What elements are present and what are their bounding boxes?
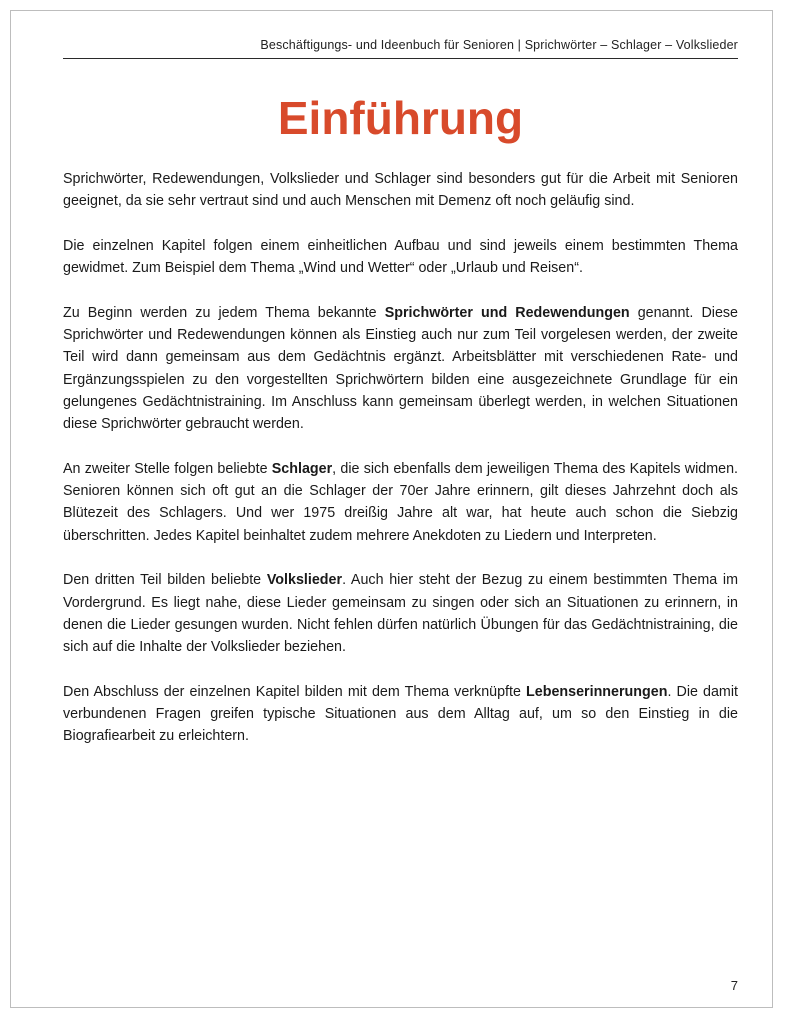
paragraph-text: . Auch hier steht der Bezug zu einem bestimmten Thema im Vordergrund. Es liegt nahe, diese Lieder gemeinsam zu singen oder sich an Situationen zu erinnern, in denen die Lieder gesungen wurden. Nicht fehlen dürfen natürlich Übungen für das Gedächtnistraining, die sich auf die Inhalte der Volkslieder beziehen.: [63, 572, 738, 656]
paragraph-schlager: [63, 458, 738, 547]
paragraph-structure: Die einzelnen Kapitel folgen einem einheitlichen Aufbau und sind jeweils einem bestimmten Thema gewidmet. Zum Beispiel dem Thema „Wind und Wetter“ oder „Urlaub und Reisen“.: [63, 237, 738, 277]
emphasis-proverbs: Sprichwörter und Redewendungen: [384, 304, 630, 321]
running-header: Beschäftigungs- und Ideenbuch für Senioren | Sprichwörter – Schlager – Volkslieder: [260, 38, 738, 52]
header-divider: [63, 58, 738, 59]
page-number: 7: [730, 978, 738, 993]
paragraph-folksongs: [63, 569, 738, 658]
paragraph-text: Den dritten Teil bilden beliebte: [63, 572, 267, 589]
paragraph-text: , die sich ebenfalls dem jeweiligen Thema des Kapitels widmen. Senioren können sich oft gut an die Schlager der 70er Jahre erinnern, gilt dieses Jahrzehnt doch als Blütezeit des Schlagers. Und wer 1975 dreißig Jahre alt war, hat heute auch schon die Siebzig überschritten. Jedes Kapitel beinhaltet zudem mehrere Anekdoten zu Liedern und Interpreten.: [63, 460, 738, 544]
paragraph-intro: Sprichwörter, Redewendungen, Volkslieder und Schlager sind besonders gut für die Arbeit mit Senioren geeignet, da sie sehr vertraut sind und auch Menschen mit Demenz oft noch geläufig sind.: [63, 171, 738, 210]
paragraph-text: . Die damit verbundenen Fragen greifen typische Situationen aus dem Alltag auf, um so den Einstieg in die Biografiearbeit zu erleichtern.: [63, 683, 738, 745]
paragraph-text: An zweiter Stelle folgen beliebte: [63, 460, 272, 477]
page-title: Einführung: [277, 92, 524, 144]
paragraph-proverbs: [63, 302, 738, 436]
emphasis-folksongs: Volkslieder: [266, 572, 343, 589]
body-text: [63, 168, 738, 770]
paragraph-text: genannt. Diese Sprichwörter und Redewendungen können als Einstieg auch nur zum Teil vorgelesen werden, der zweite Teil wird dann gemeinsam aus dem Gedächtnis ergänzt. Arbeitsblätter mit verschiedenen Rate- und Ergänzungsspielen zu den vorgestellten Sprichwörtern bilden eine ausgezeichnete Grundlage für ein gelungenes Gedächtnistraining. Im Anschluss kann gemeinsam überlegt werden, in welchen Situationen diese Sprichwörter gebraucht werden.: [63, 304, 738, 433]
emphasis-memories: Lebenserinnerungen: [526, 683, 668, 700]
emphasis-schlager: Schlager: [271, 460, 333, 477]
paragraph-text: Den Abschluss der einzelnen Kapitel bilden mit dem Thema verknüpfte: [63, 683, 527, 700]
paragraph-text: Zu Beginn werden zu jedem Thema bekannte: [63, 304, 385, 321]
paragraph-memories: [63, 681, 738, 748]
